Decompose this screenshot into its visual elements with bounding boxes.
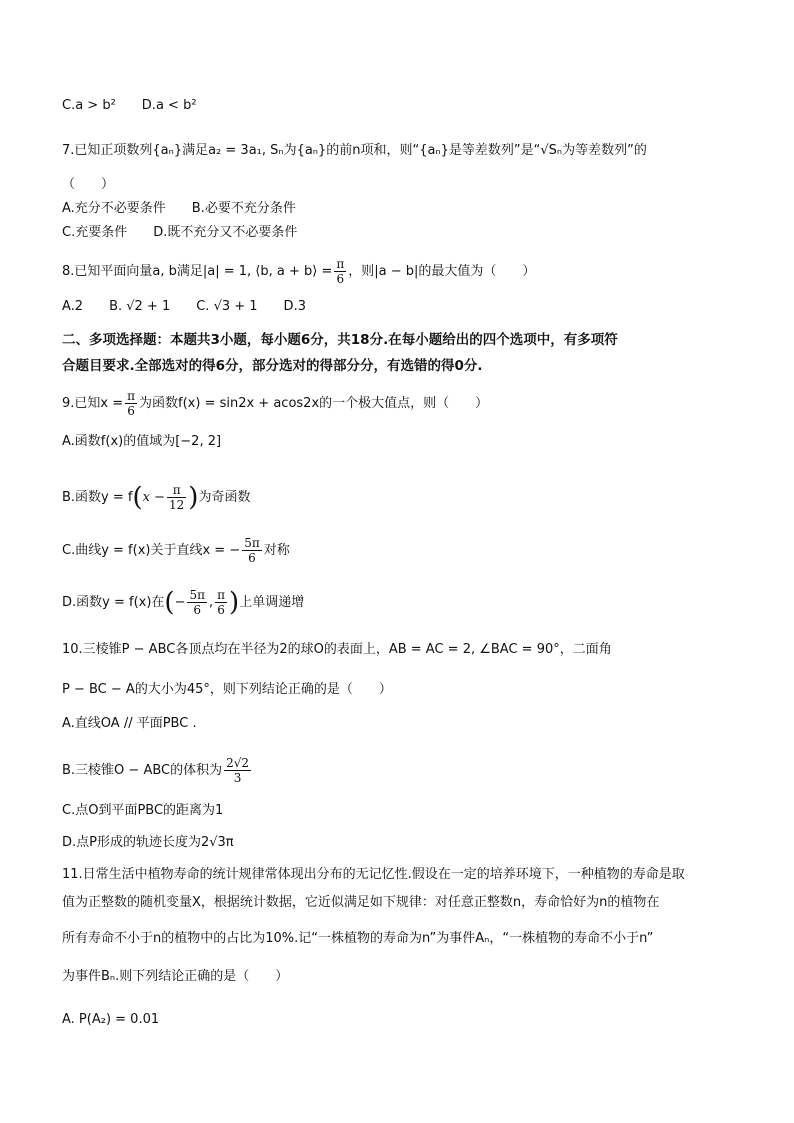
q11-stem-line4: 为事件Bₙ.则下列结论正确的是（ ） bbox=[62, 969, 289, 984]
q10-option-c: C.点O到平面PBC的距离为1 bbox=[62, 803, 224, 818]
q9d-frac2-den: 6 bbox=[217, 603, 225, 617]
q9b-right-paren: ) bbox=[188, 482, 199, 513]
q7-options-cd: C.充要条件 D.既不充分又不必要条件 bbox=[62, 225, 298, 240]
q9d-right-paren: ) bbox=[229, 587, 240, 618]
q9d-left-paren: ( bbox=[164, 587, 175, 618]
q8-fraction bbox=[334, 257, 346, 286]
q9-stem-pre: 9.已知x = bbox=[62, 396, 124, 411]
q9d-neg: − bbox=[174, 595, 186, 610]
q9d-frac1-den: 6 bbox=[193, 603, 202, 617]
q10-option-b bbox=[62, 756, 253, 785]
q11-stem-line1: 11.日常生活中植物寿命的统计规律常体现出分布的无记忆性.假设在一定的培养环境下，一种植物的寿命是取 bbox=[62, 867, 685, 882]
q8-stem-pre: 8.已知平面向量a, b满足|a| = 1, ⟨b, a + b⟩ = bbox=[62, 264, 333, 279]
q9b-mid: x − bbox=[142, 490, 165, 505]
q8-stem bbox=[62, 257, 535, 286]
q9b-fraction bbox=[167, 483, 186, 512]
q9d-post: 上单调递增 bbox=[239, 595, 305, 610]
q9d-comma: , bbox=[209, 595, 214, 610]
q9-frac-den: 6 bbox=[127, 404, 135, 418]
q9-stem-post: 为函数f(x) = sin2x + acos2x的一个极大值点，则（ ） bbox=[139, 396, 489, 411]
q10-stem-line2: P − BC − A的大小为45°，则下列结论正确的是（ ） bbox=[62, 682, 392, 697]
q9d-frac1-num: 5π bbox=[189, 588, 206, 602]
section-2-heading-line1: 二、多项选择题：本题共3小题，每小题6分，共18分.在每小题给出的四个选项中，有多项符 bbox=[62, 332, 618, 348]
q9b-frac-num: π bbox=[167, 483, 186, 498]
q10-stem-line1: 10.三棱锥P − ABC各顶点均在半径为2的球O的表面上，AB = AC = 2, ∠BAC = 90°，二面角 bbox=[62, 642, 612, 657]
q9b-frac-den: 12 bbox=[169, 498, 185, 512]
q9b-left-paren: ( bbox=[132, 482, 143, 513]
q9-option-c bbox=[62, 536, 290, 565]
q6-options-cd: C.a > b² D.a < b² bbox=[62, 98, 197, 113]
q9c-frac-num: 5π bbox=[244, 536, 260, 550]
q9b-pre: B.函数y = f bbox=[62, 490, 133, 505]
q9d-frac2-num: π bbox=[217, 588, 226, 602]
q9c-post: 对称 bbox=[263, 543, 290, 558]
q9d-pre: D.函数y = f(x)在 bbox=[62, 595, 165, 610]
q11-stem-line2: 值为正整数的随机变量X，根据统计数据，它近似满足如下规律：对任意正整数n，寿命恰好为n的植物在 bbox=[62, 895, 660, 910]
q7-stem: 7.已知正项数列{aₙ}满足a₂ = 3a₁, Sₙ为{aₙ}的前n项和，则“{aₙ}是等差数列”是“√Sₙ为等差数列”的 bbox=[62, 143, 647, 158]
q10-option-d: D.点P形成的轨迹长度为2√3π bbox=[62, 835, 234, 850]
q9c-frac-den: 6 bbox=[248, 551, 256, 565]
q7-options-ab: A.充分不必要条件 B.必要不充分条件 bbox=[62, 201, 296, 216]
q10b-frac-num: 2√2 bbox=[226, 756, 250, 770]
q8-frac-den: 6 bbox=[336, 272, 345, 286]
q9-option-a: A.函数f(x)的值域为[−2, 2] bbox=[62, 434, 222, 449]
q8-options: A.2 B. √2 + 1 C. √3 + 1 D.3 bbox=[62, 299, 306, 314]
q8-frac-num: π bbox=[336, 257, 345, 271]
q9c-pre: C.曲线y = f(x)关于直线x = − bbox=[62, 543, 241, 558]
q10b-frac-den: 3 bbox=[233, 771, 242, 785]
q10b-fraction bbox=[224, 756, 251, 785]
q10-option-a: A.直线OA // 平面PBC . bbox=[62, 716, 197, 731]
q9d-fraction-2 bbox=[215, 588, 227, 617]
q7-paren: （ ） bbox=[62, 177, 115, 192]
q9-option-b bbox=[62, 483, 250, 512]
q9b-post: 为奇函数 bbox=[198, 490, 251, 505]
section-2-heading-line2: 合题目要求.全部选对的得6分，部分选对的得部分分，有选错的得0分. bbox=[62, 358, 483, 374]
q9c-fraction bbox=[242, 536, 262, 565]
q9-frac-num: π bbox=[127, 389, 136, 403]
q9d-fraction-1 bbox=[187, 588, 207, 617]
q9-stem bbox=[62, 389, 488, 418]
q8-stem-post: ，则|a − b|的最大值为（ ） bbox=[348, 264, 536, 279]
q11-stem-line3: 所有寿命不小于n的植物中的占比为10%.记“一株植物的寿命为n”为事件Aₙ，“一株植物的寿命不小于n” bbox=[62, 931, 654, 946]
q11-option-a: A. P(A₂) = 0.01 bbox=[62, 1012, 160, 1027]
q9-fraction bbox=[125, 389, 137, 418]
q9-option-d bbox=[62, 588, 304, 617]
q10b-pre: B.三棱锥O − ABC的体积为 bbox=[62, 763, 223, 778]
